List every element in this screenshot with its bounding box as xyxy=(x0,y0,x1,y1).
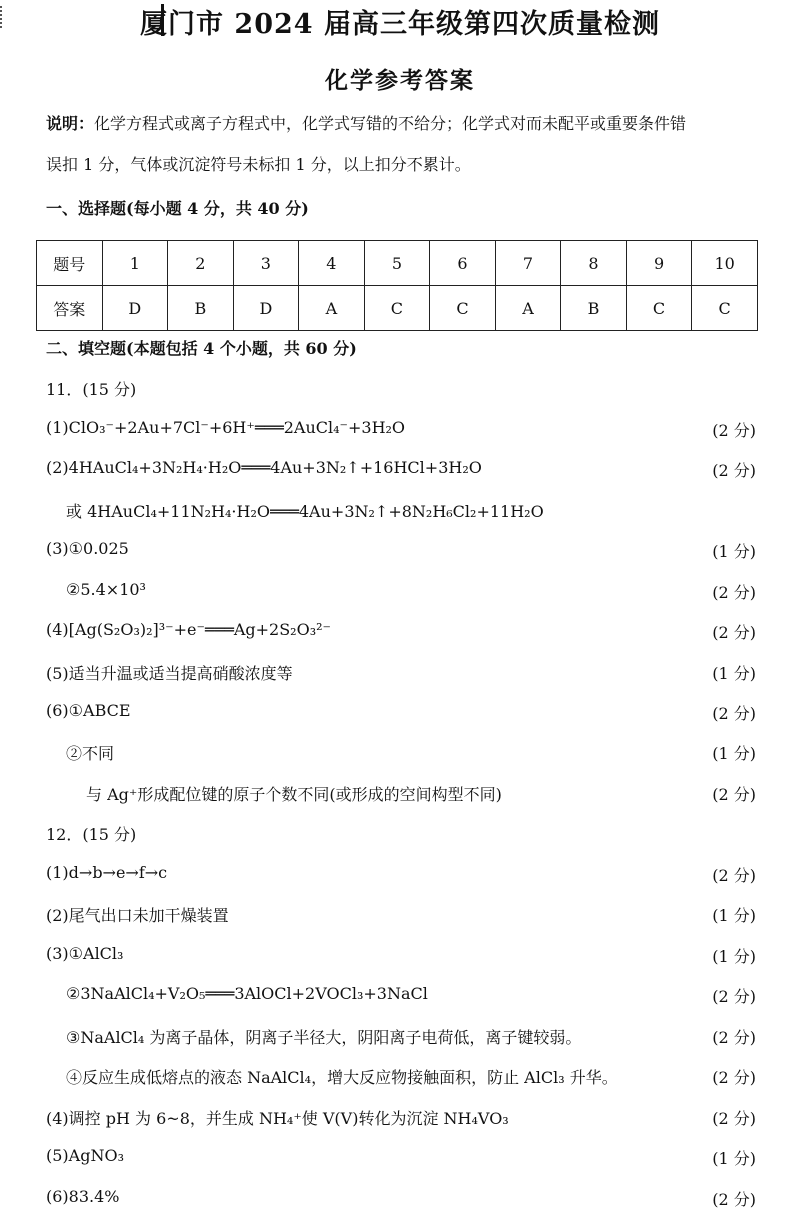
answer-text: ④反应生成低熔点的液态 NaAlCl₄，增大反应物接触面积，防止 AlCl₃ 升华。 xyxy=(66,1068,618,1087)
answer-text: ③NaAlCl₄ 为离子晶体，阴离子半径大，阴阳离子电荷低，离子键较弱。 xyxy=(66,1028,582,1047)
answer-text: (5)AgNO₃ xyxy=(46,1146,124,1165)
table-cell: C xyxy=(692,286,758,331)
table-cell: 3 xyxy=(233,241,299,286)
table-cell: 2 xyxy=(168,241,234,286)
answer-line xyxy=(0,863,800,889)
answer-line xyxy=(0,1025,800,1051)
table-cell: 8 xyxy=(561,241,627,286)
points-label: (1 分) xyxy=(712,1149,756,1168)
points-label: (2 分) xyxy=(712,785,756,804)
points-label: (2 分) xyxy=(712,623,756,642)
table-cell: 9 xyxy=(626,241,692,286)
answer-line xyxy=(0,903,800,929)
table-cell: C xyxy=(626,286,692,331)
answer-line xyxy=(0,782,800,808)
answer-text: (2)尾气出口未加干燥装置 xyxy=(46,906,229,925)
answer-line xyxy=(0,944,800,970)
table-cell: 7 xyxy=(495,241,561,286)
answer-line xyxy=(0,984,800,1010)
answer-line xyxy=(0,1146,800,1172)
table-cell: 4 xyxy=(299,241,365,286)
table-cell: B xyxy=(561,286,627,331)
points-label: (1 分) xyxy=(712,906,756,925)
answer-line xyxy=(0,1065,800,1091)
answer-text: (6)83.4% xyxy=(46,1187,120,1206)
answer-line xyxy=(0,1187,800,1213)
answer-text: (1)ClO₃⁻+2Au+7Cl⁻+6H⁺═══2AuCl₄⁻+3H₂O xyxy=(46,418,406,437)
answer-line xyxy=(0,580,800,606)
q12-heading xyxy=(0,822,800,848)
table-row-answers xyxy=(37,286,758,331)
points-label: (1 分) xyxy=(712,664,756,683)
answer-line xyxy=(0,539,800,565)
q11-heading-text: 11．(15 分) xyxy=(46,380,137,399)
note-label: 说明： xyxy=(46,114,95,133)
table-cell: D xyxy=(233,286,299,331)
instructions-note-cont xyxy=(46,153,766,177)
table-row-numbers xyxy=(37,241,758,286)
q11-heading xyxy=(0,377,800,403)
answer-text: ②5.4×10³ xyxy=(66,580,146,599)
points-label: (2 分) xyxy=(712,1190,756,1209)
answer-text: (1)d→b→e→f→c xyxy=(46,863,168,882)
answer-line xyxy=(0,1106,800,1132)
table-cell: A xyxy=(299,286,365,331)
answer-line xyxy=(0,458,800,484)
section-1-title: 一、选择题(每小题 4 分，共 40 分) xyxy=(46,199,309,218)
answer-line xyxy=(0,418,800,444)
table-cell: C xyxy=(430,286,496,331)
table-cell: A xyxy=(495,286,561,331)
table-cell: 10 xyxy=(692,241,758,286)
answer-line xyxy=(0,741,800,767)
answer-text: ②不同 xyxy=(66,744,115,763)
points-label: (2 分) xyxy=(712,583,756,602)
table-cell: B xyxy=(168,286,234,331)
choice-answer-table xyxy=(36,240,758,331)
page-title: 厦门市 2024 届高三年级第四次质量检测 xyxy=(140,9,660,40)
table-cell: 6 xyxy=(430,241,496,286)
answer-text: (6)①ABCE xyxy=(46,701,131,720)
answer-text: 与 Ag⁺形成配位键的原子个数不同(或形成的空间构型不同) xyxy=(86,785,502,804)
section-2-title: 二、填空题(本题包括 4 个小题，共 60 分) xyxy=(46,339,357,358)
page-subtitle: 化学参考答案 xyxy=(325,67,475,94)
points-label: (2 分) xyxy=(712,461,756,480)
answer-text: (2)4HAuCl₄+3N₂H₄·H₂O═══4Au+3N₂↑+16HCl+3H₂O xyxy=(46,458,482,477)
answer-line xyxy=(0,499,800,525)
points-label: (1 分) xyxy=(712,744,756,763)
answer-text: ②3NaAlCl₄+V₂O₅═══3AlOCl+2VOCl₃+3NaCl xyxy=(66,984,428,1003)
table-cell: 1 xyxy=(102,241,168,286)
answer-line xyxy=(0,620,800,646)
points-label: (2 分) xyxy=(712,866,756,885)
answer-text: (3)①0.025 xyxy=(46,539,129,558)
points-label: (1 分) xyxy=(712,947,756,966)
table-cell: C xyxy=(364,286,430,331)
table-row-label: 题号 xyxy=(37,241,103,286)
answer-text: (3)①AlCl₃ xyxy=(46,944,124,963)
answer-text: (5)适当升温或适当提高硝酸浓度等 xyxy=(46,664,293,683)
answer-text: (4)[Ag(S₂O₃)₂]³⁻+e⁻═══Ag+2S₂O₃²⁻ xyxy=(46,620,331,639)
instructions-note xyxy=(46,112,766,136)
table-cell: 5 xyxy=(364,241,430,286)
q12-heading-text: 12．(15 分) xyxy=(46,825,137,844)
table-row-label: 答案 xyxy=(37,286,103,331)
points-label: (2 分) xyxy=(712,1028,756,1047)
points-label: (2 分) xyxy=(712,987,756,1006)
points-label: (2 分) xyxy=(712,1068,756,1087)
answer-line xyxy=(0,701,800,727)
points-label: (2 分) xyxy=(712,704,756,723)
table-cell: D xyxy=(102,286,168,331)
points-label: (2 分) xyxy=(712,421,756,440)
points-label: (2 分) xyxy=(712,1109,756,1128)
answer-text: (4)调控 pH 为 6~8，并生成 NH₄⁺使 V(V)转化为沉淀 NH₄VO₃ xyxy=(46,1109,509,1128)
answer-line xyxy=(0,661,800,687)
note-line-2: 误扣 1 分，气体或沉淀符号未标扣 1 分，以上扣分不累计。 xyxy=(46,155,471,174)
points-label: (1 分) xyxy=(712,542,756,561)
answer-text: 或 4HAuCl₄+11N₂H₄·H₂O═══4Au+3N₂↑+8N₂H₆Cl₂+11H₂O xyxy=(66,502,544,521)
note-line-1: 化学方程式或离子方程式中，化学式写错的不给分；化学式对而未配平或重要条件错 xyxy=(94,114,687,133)
